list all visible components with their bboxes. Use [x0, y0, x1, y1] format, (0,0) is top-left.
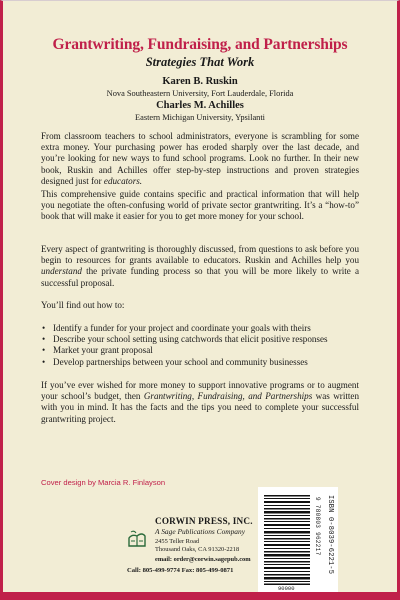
paragraph-list-intro: You’ll find out how to: [41, 300, 125, 310]
paragraph-closing [41, 380, 359, 425]
publisher-logo-icon [127, 530, 147, 548]
cover-design-credit: Cover design by Marcia R. Finlayson [41, 478, 166, 487]
list-item: • Develop partnerships between your school and community businesses [41, 357, 359, 368]
paragraph-aspects-text-b: the private funding process so that you will be more likely to write a successful proposal. [41, 266, 359, 288]
book-subtitle: Strategies That Work [145, 55, 255, 69]
barcode-icon [264, 495, 310, 585]
paragraph-guide: This comprehensive guide contains specific and practical information that will help you negotiate the often-confusing world of private sector grantwriting. It’s a “how-to” book that will make it easier for you to get more money for your school. [41, 189, 359, 222]
publisher-phones: Call: 805-499-9774 Fax: 805-499-0871 [127, 567, 234, 574]
publisher-address-line-2: Thousand Oaks, CA 91320-2218 [155, 546, 240, 553]
list-item: • Market your grant proposal [41, 345, 359, 356]
publisher-address-line-1: 2455 Teller Road [155, 538, 200, 545]
publisher-name: CORWIN PRESS, INC. [155, 516, 253, 526]
publisher-subtitle: A Sage Publications Company [155, 527, 245, 536]
list-item: • Identify a funder for your project and coordinate your goals with theirs [41, 323, 359, 334]
barcode-digits: 9 780803 962217 [314, 497, 321, 556]
paragraph-aspects-text-a: Every aspect of grantwriting is thoroughly discussed, from questions to ask before you begin to resources for grants available to educators. Ruskin and Achilles help you [41, 244, 359, 266]
paragraph-closing-text-a: If you’ve ever wished for more money to support innovative programs or to augment your school’s budget, then [41, 380, 359, 402]
list-item: • Describe your school setting using catchwords that elicit positive responses [41, 334, 359, 345]
paragraph-intro-emphasis: educators. [103, 175, 143, 186]
paragraph-closing-text-b: was written with you in mind. It has the facts and the tips you need to complete your successful grantwriting project. [41, 391, 359, 424]
paragraph-aspects-emphasis: understand [41, 266, 82, 277]
author-affiliation-2: Eastern Michigan University, Ypsilanti [134, 113, 266, 122]
barcode-block [258, 487, 338, 592]
author-affiliation-1: Nova Southeastern University, Fort Lauderdale, Florida [106, 89, 294, 98]
author-name-1: Karen B. Ruskin [162, 76, 238, 87]
barcode-price-code: 90000 [278, 585, 295, 592]
feature-list [41, 323, 359, 368]
author-name-2: Charles M. Achilles [156, 100, 244, 111]
book-title: Grantwriting, Fundraising, and Partnerships [52, 36, 348, 53]
publisher-email: email: order@corwin.sagepub.com [155, 556, 251, 563]
paragraph-aspects [41, 244, 359, 289]
paragraph-closing-emphasis: Grantwriting, Fundraising, and Partnerships [143, 391, 313, 402]
paragraph-intro-text: From classroom teachers to school administrators, everyone is scrambling for some extra money. Your purchasing power has eroded sharply over the last decade, and you’re looking for new ways to fund school programs. Look no further. In their new book, Ruskin and Achilles offer step-by-step instructions and proven strategies designed just for [41, 131, 359, 186]
paragraph-intro [41, 131, 359, 187]
isbn-number: ISBN 0-8039-6221-5 [326, 495, 334, 575]
